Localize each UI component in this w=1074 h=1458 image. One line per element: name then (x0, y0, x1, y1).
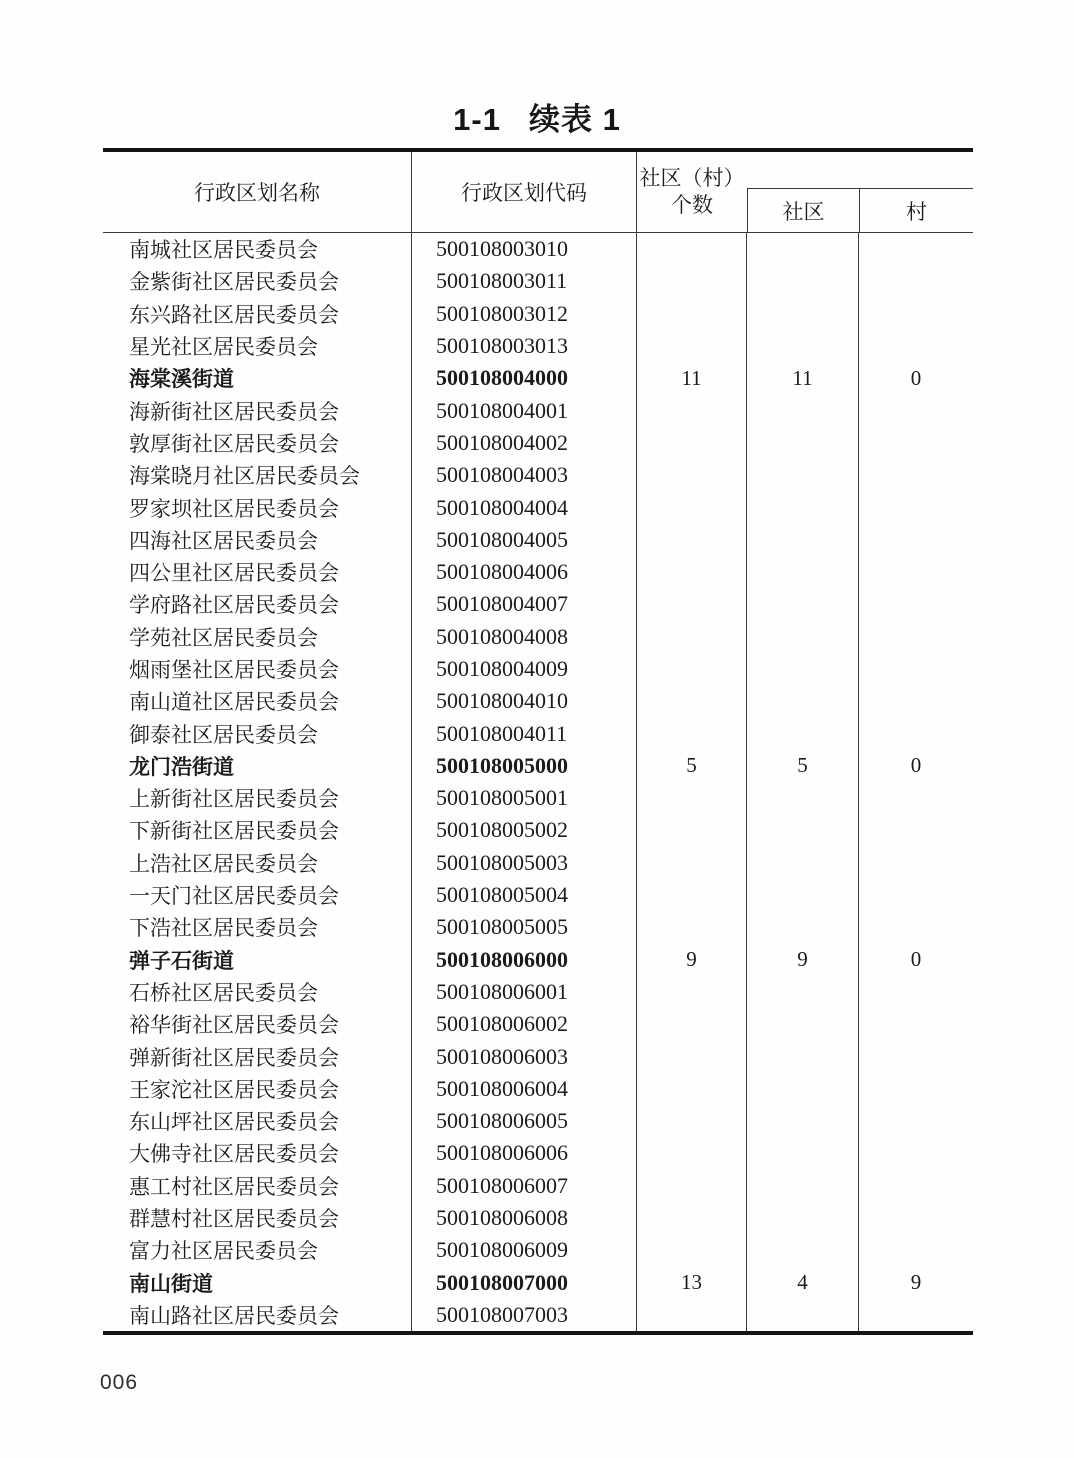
cell-village-count: 0 (910, 365, 922, 390)
cell-community-count (747, 879, 859, 911)
cell-total-count (637, 1137, 747, 1169)
cell-division-name: 弹子石街道 (103, 944, 412, 976)
cell-community-count: 5 (747, 750, 859, 782)
cell-division-code: 500108006007 (412, 1170, 637, 1202)
table-row (103, 750, 973, 782)
cell-division-name: 敦厚街社区居民委员会 (103, 427, 412, 459)
cell-total-count (637, 976, 747, 1008)
cell-division-code: 500108004005 (412, 524, 637, 556)
cell-division-code: 500108004004 (412, 491, 637, 523)
cell-division-code: 500108003011 (412, 265, 637, 297)
table-row (103, 330, 973, 362)
cell-community-count (747, 1170, 859, 1202)
cell-village-count (859, 879, 973, 911)
cell-division-code: 500108004010 (412, 685, 637, 717)
table-row (103, 1299, 973, 1331)
cell-total-count (637, 1299, 747, 1331)
cell-division-name: 龙门浩街道 (103, 750, 412, 782)
cell-division-code: 500108007003 (412, 1299, 637, 1331)
cell-division-code: 500108004002 (412, 427, 637, 459)
page-title (0, 94, 1074, 139)
cell-village-count: 0 (910, 753, 922, 778)
cell-division-code: 500108004011 (412, 717, 637, 749)
cell-division-code: 500108006008 (412, 1202, 637, 1234)
cell-division-code: 500108005005 (412, 911, 637, 943)
cell-division-name: 学苑社区居民委员会 (103, 621, 412, 653)
cell-division-code: 500108006001 (412, 976, 637, 1008)
table-row (103, 491, 973, 523)
table-row (103, 1234, 973, 1266)
cell-community-count (747, 1234, 859, 1266)
cell-village-count (859, 298, 973, 330)
cell-community-count (747, 394, 859, 426)
table-row (103, 717, 973, 749)
table-row (103, 1202, 973, 1234)
table-row (103, 879, 973, 911)
table-row (103, 944, 973, 976)
cell-community-count: 9 (747, 944, 859, 976)
cell-division-code: 500108005000 (412, 750, 637, 782)
cell-village-count (859, 233, 973, 265)
header-community: 社区 (748, 189, 860, 232)
cell-total-count (637, 394, 747, 426)
cell-division-name: 南城社区居民委员会 (103, 233, 412, 265)
cell-village-count (859, 1202, 973, 1234)
cell-village-count (859, 847, 973, 879)
cell-division-code: 500108005002 (412, 814, 637, 846)
cell-village-count (859, 265, 973, 297)
cell-total-count (637, 427, 747, 459)
cell-community-count (747, 847, 859, 879)
cell-village-count (859, 1008, 973, 1040)
cell-total-count (637, 491, 747, 523)
cell-division-code: 500108006004 (412, 1073, 637, 1105)
cell-community-count (747, 1008, 859, 1040)
cell-division-name: 东兴路社区居民委员会 (103, 298, 412, 330)
cell-village-count (859, 394, 973, 426)
cell-village-count (859, 459, 973, 491)
cell-village-count (859, 1299, 973, 1331)
cell-division-name: 一天门社区居民委员会 (103, 879, 412, 911)
cell-division-code: 500108006009 (412, 1234, 637, 1266)
cell-total-count (637, 459, 747, 491)
cell-community-count (747, 1040, 859, 1072)
cell-village-count (859, 1137, 973, 1169)
table-row (103, 1040, 973, 1072)
cell-division-name: 海新街社区居民委员会 (103, 394, 412, 426)
cell-division-code: 500108004007 (412, 588, 637, 620)
cell-division-code: 500108006003 (412, 1040, 637, 1072)
cell-total-count (637, 1008, 747, 1040)
cell-community-count (747, 1073, 859, 1105)
cell-division-name: 下新街社区居民委员会 (103, 814, 412, 846)
table-row (103, 394, 973, 426)
cell-division-name: 四海社区居民委员会 (103, 524, 412, 556)
table-bottom-rule (103, 1331, 973, 1335)
table-row (103, 1073, 973, 1105)
cell-division-code: 500108007000 (412, 1267, 637, 1299)
cell-community-count (747, 330, 859, 362)
cell-division-name: 惠工村社区居民委员会 (103, 1170, 412, 1202)
cell-village-count (859, 524, 973, 556)
header-subcolumns (747, 188, 973, 232)
table-row (103, 911, 973, 943)
cell-village-count (859, 491, 973, 523)
cell-total-count (637, 1073, 747, 1105)
cell-total-count (637, 1040, 747, 1072)
cell-village-count (859, 1040, 973, 1072)
cell-total-count (637, 911, 747, 943)
header-division-code: 行政区划代码 (412, 152, 637, 232)
table-row (103, 1170, 973, 1202)
table-row (103, 976, 973, 1008)
cell-total-count (637, 265, 747, 297)
cell-division-name: 烟雨堡社区居民委员会 (103, 653, 412, 685)
cell-division-code: 500108004006 (412, 556, 637, 588)
cell-village-count (859, 685, 973, 717)
cell-division-name: 裕华街社区居民委员会 (103, 1008, 412, 1040)
cell-community-count (747, 717, 859, 749)
table-row (103, 459, 973, 491)
cell-community-count (747, 1299, 859, 1331)
cell-community-count (747, 911, 859, 943)
table-row (103, 556, 973, 588)
table-row (103, 621, 973, 653)
cell-total-count (637, 685, 747, 717)
cell-total-count (637, 298, 747, 330)
header-group-line2: 个数 (671, 193, 713, 217)
cell-village-count: 9 (910, 1270, 922, 1295)
table-row (103, 233, 973, 265)
cell-village-count (859, 653, 973, 685)
cell-division-name: 上浩社区居民委员会 (103, 847, 412, 879)
cell-division-name: 群慧村社区居民委员会 (103, 1202, 412, 1234)
cell-division-code: 500108003012 (412, 298, 637, 330)
cell-community-count: 4 (747, 1267, 859, 1299)
cell-total-count (637, 524, 747, 556)
header-division-name: 行政区划名称 (103, 152, 412, 232)
table-body (103, 233, 973, 1331)
cell-community-count (747, 298, 859, 330)
cell-division-code: 500108006006 (412, 1137, 637, 1169)
cell-division-name: 石桥社区居民委员会 (103, 976, 412, 1008)
cell-community-count: 11 (747, 362, 859, 394)
cell-village-count (859, 1234, 973, 1266)
table-row (103, 362, 973, 394)
cell-community-count (747, 1105, 859, 1137)
cell-division-code: 500108004000 (412, 362, 637, 394)
cell-total-count (637, 1234, 747, 1266)
cell-community-count (747, 588, 859, 620)
header-community-village-count (637, 152, 747, 232)
cell-total-count (637, 621, 747, 653)
cell-division-code: 500108004009 (412, 653, 637, 685)
cell-division-code: 500108004001 (412, 394, 637, 426)
cell-division-name: 弹新街社区居民委员会 (103, 1040, 412, 1072)
cell-village-count: 0 (910, 947, 922, 972)
table-row (103, 782, 973, 814)
cell-community-count (747, 427, 859, 459)
cell-village-count (859, 782, 973, 814)
cell-total-count (637, 717, 747, 749)
cell-division-name: 王家沱社区居民委员会 (103, 1073, 412, 1105)
table-row (103, 588, 973, 620)
cell-division-name: 星光社区居民委员会 (103, 330, 412, 362)
table-row (103, 1137, 973, 1169)
cell-community-count (747, 233, 859, 265)
cell-division-name: 下浩社区居民委员会 (103, 911, 412, 943)
cell-community-count (747, 621, 859, 653)
cell-division-code: 500108005001 (412, 782, 637, 814)
cell-village-count (859, 976, 973, 1008)
cell-division-name: 南山路社区居民委员会 (103, 1299, 412, 1331)
cell-division-name: 南山街道 (103, 1267, 412, 1299)
cell-division-code: 500108006000 (412, 944, 637, 976)
cell-total-count (637, 330, 747, 362)
cell-division-name: 四公里社区居民委员会 (103, 556, 412, 588)
page-title-number: 1-1 (453, 102, 501, 137)
cell-community-count (747, 491, 859, 523)
cell-division-code: 500108005004 (412, 879, 637, 911)
cell-village-count (859, 621, 973, 653)
cell-village-count (859, 814, 973, 846)
cell-community-count (747, 459, 859, 491)
cell-community-count (747, 782, 859, 814)
cell-total-count (637, 847, 747, 879)
table-row (103, 653, 973, 685)
cell-total-count (637, 1170, 747, 1202)
cell-total-count: 5 (637, 750, 747, 782)
cell-division-name: 海棠溪街道 (103, 362, 412, 394)
cell-division-name: 金紫街社区居民委员会 (103, 265, 412, 297)
cell-village-count (859, 911, 973, 943)
table-row (103, 847, 973, 879)
cell-division-name: 海棠晓月社区居民委员会 (103, 459, 412, 491)
cell-community-count (747, 976, 859, 1008)
cell-division-name: 罗家坝社区居民委员会 (103, 491, 412, 523)
cell-community-count (747, 1202, 859, 1234)
cell-community-count (747, 524, 859, 556)
page-title-text: 续表 1 (528, 102, 621, 137)
cell-community-count (747, 265, 859, 297)
cell-total-count: 9 (637, 944, 747, 976)
cell-total-count (637, 233, 747, 265)
table-row (103, 427, 973, 459)
cell-total-count (637, 879, 747, 911)
cell-community-count (747, 556, 859, 588)
cell-division-name: 大佛寺社区居民委员会 (103, 1137, 412, 1169)
cell-village-count (859, 1170, 973, 1202)
cell-total-count (637, 782, 747, 814)
table-row (103, 814, 973, 846)
table-row (103, 1008, 973, 1040)
cell-division-code: 500108006005 (412, 1105, 637, 1137)
cell-division-code: 500108006002 (412, 1008, 637, 1040)
cell-village-count (859, 1105, 973, 1137)
cell-village-count (859, 588, 973, 620)
cell-division-name: 上新街社区居民委员会 (103, 782, 412, 814)
cell-village-count (859, 717, 973, 749)
table-row (103, 1105, 973, 1137)
cell-total-count (637, 556, 747, 588)
cell-community-count (747, 653, 859, 685)
cell-village-count (859, 330, 973, 362)
cell-division-code: 500108004008 (412, 621, 637, 653)
cell-total-count: 13 (637, 1267, 747, 1299)
admin-divisions-table (103, 148, 973, 1335)
cell-division-name: 富力社区居民委员会 (103, 1234, 412, 1266)
cell-division-name: 学府路社区居民委员会 (103, 588, 412, 620)
header-group-line1: 社区（村） (639, 166, 745, 190)
cell-village-count (859, 427, 973, 459)
cell-division-code: 500108004003 (412, 459, 637, 491)
cell-village-count (859, 556, 973, 588)
cell-division-name: 御泰社区居民委员会 (103, 717, 412, 749)
cell-division-name: 南山道社区居民委员会 (103, 685, 412, 717)
header-village: 村 (906, 199, 927, 224)
cell-total-count (637, 814, 747, 846)
cell-total-count (637, 1202, 747, 1234)
cell-division-code: 500108003013 (412, 330, 637, 362)
table-header-row (103, 152, 973, 233)
page-number: 006 (100, 1371, 139, 1394)
table-row (103, 524, 973, 556)
cell-community-count (747, 685, 859, 717)
table-row (103, 1267, 973, 1299)
table-row (103, 685, 973, 717)
cell-village-count (859, 1073, 973, 1105)
cell-division-code: 500108003010 (412, 233, 637, 265)
cell-total-count (637, 1105, 747, 1137)
table-row (103, 265, 973, 297)
cell-total-count: 11 (637, 362, 747, 394)
cell-community-count (747, 1137, 859, 1169)
cell-total-count (637, 588, 747, 620)
cell-total-count (637, 653, 747, 685)
cell-community-count (747, 814, 859, 846)
table-row (103, 298, 973, 330)
cell-division-name: 东山坪社区居民委员会 (103, 1105, 412, 1137)
cell-division-code: 500108005003 (412, 847, 637, 879)
